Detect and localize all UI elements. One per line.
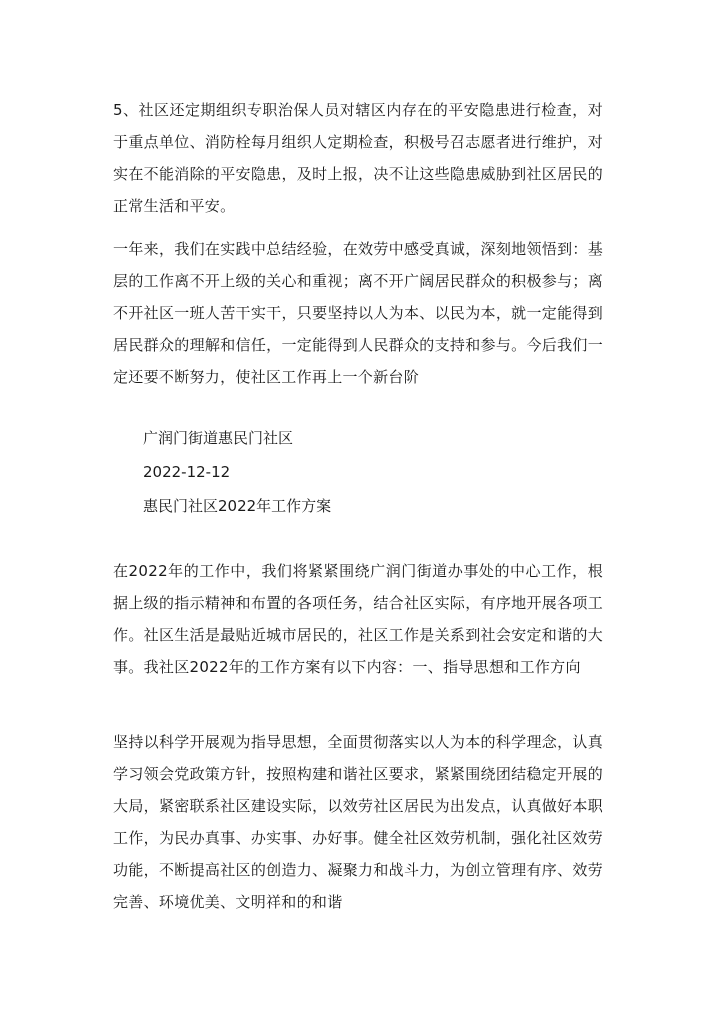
paragraph-work-plan-intro: 在2022年的工作中，我们将紧紧围绕广润门街道办事处的中心工作，根据上级的指示精神和布置的各项任务，结合社区实际，有序地开展各项工作。社区生活是最贴近城市居民的，社区工作是关系到社会安定和谐的大事。我社区2022年的工作方案有以下内容：一、指导思想和工作方向: [113, 562, 603, 676]
paragraph-safety-inspection: 5、社区还定期组织专职治保人员对辖区内存在的平安隐患进行检查，对于重点单位、消防栓每月组织人定期检查，积极号召志愿者进行维护，对实在不能消除的平安隐患，及时上报，决不让这些隐患威胁到社区居民的正常生活和平安。: [113, 101, 603, 215]
signature-organization: 广润门街道惠民门社区: [143, 429, 294, 447]
paragraph-guiding-thought: 坚持以科学开展观为指导思想，全面贯彻落实以人为本的科学理念，认真学习领会党政策方针，按照构建和谐社区要求，紧紧围绕团结稳定开展的大局，紧密联系社区建设实际，以效劳社区居民为出发点，认真做好本职工作，为民办真事、办实事、办好事。健全社区效劳机制，强化社区效劳功能，不断提高社区的创造力、凝聚力和战斗力，为创立管理有序、效劳完善、环境优美、文明祥和的和谐: [113, 733, 603, 911]
signature-date: 2022-12-12: [143, 463, 231, 481]
paragraph-year-summary: 一年来，我们在实践中总结经验，在效劳中感受真诚，深刻地领悟到：基层的工作离不开上级的关心和重视；离不开广阔居民群众的积极参与；离不开社区一班人苦干实干，只要坚持以人为本、以民为本，就一定能得到居民群众的理解和信任，一定能得到人民群众的支持和参与。今后我们一定还要不断努力，使社区工作再上一个新台阶: [113, 240, 603, 386]
section-title: 惠民门社区2022年工作方案: [143, 497, 332, 515]
